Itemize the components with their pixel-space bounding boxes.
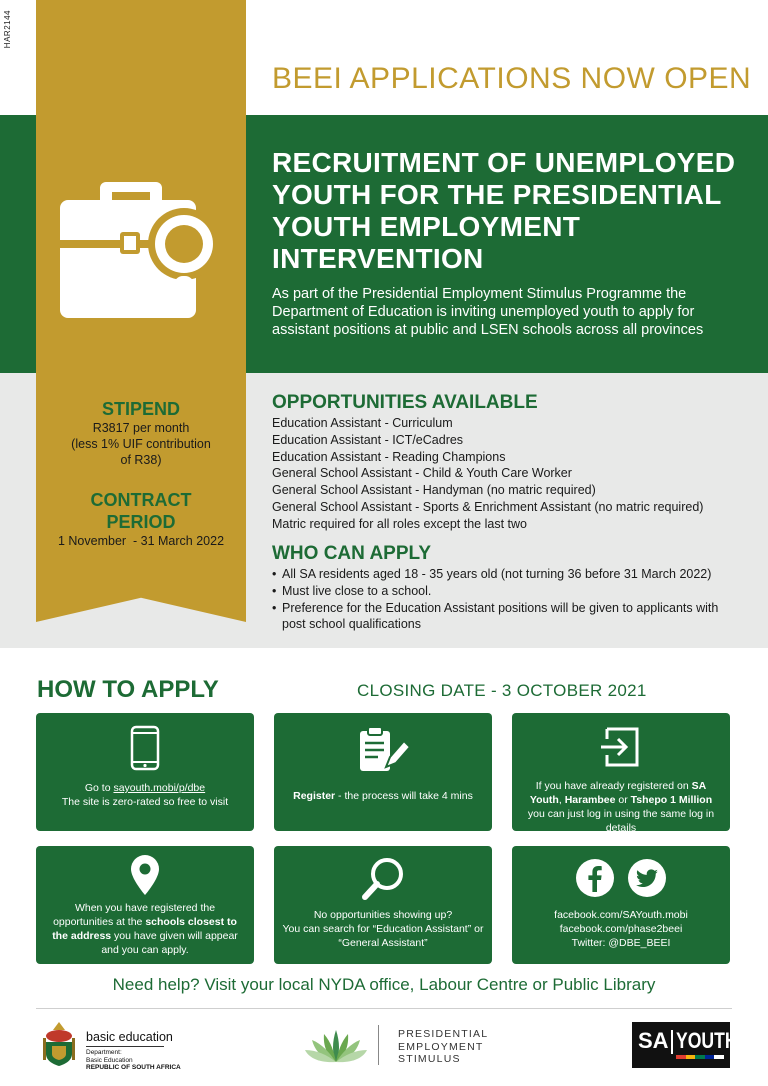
facebook-link[interactable]: facebook.com/SAYouth.mobi — [554, 909, 688, 921]
stipend-title: STIPEND — [101, 399, 180, 419]
twitter-icon[interactable] — [627, 858, 667, 898]
dbe-dept: Department: — [86, 1049, 122, 1056]
pes-line-1: PRESIDENTIAL — [398, 1028, 489, 1040]
intro-text: As part of the Presidential Employment Stimulus Programme the Department of Education is inviting unemployed youth to apply for assistant positions at public and LSEN schools across all provinces — [272, 286, 704, 338]
opportunity-item: General School Assistant - Handyman (no matric required) — [272, 483, 596, 498]
dbe-underline — [86, 1046, 164, 1047]
card-text: No opportunities showing up? — [313, 909, 453, 921]
pes-line-2: EMPLOYMENT — [398, 1040, 484, 1053]
card-text: you can just log in using the same log in details — [527, 808, 715, 834]
dbe-title: basic education — [86, 1030, 173, 1044]
who-can-apply-list — [272, 566, 742, 633]
card-text: When you have registered the opportunities at the — [53, 902, 216, 928]
card-text-bold: Harambee — [564, 794, 616, 806]
dbe-name: Basic Education — [86, 1056, 133, 1064]
card-text-bold: Tshepo 1 Million — [630, 794, 713, 806]
contract-title-1: CONTRACT — [90, 490, 192, 510]
eligibility-item: • All SA residents aged 18 - 35 years old (not turning 36 before 31 March 2022) — [272, 566, 742, 583]
card-text: You can search for “Education Assistant” or “General Assistant” — [282, 923, 484, 949]
card-text: Go to — [84, 782, 114, 794]
opportunities-list — [272, 415, 703, 533]
closing-date: CLOSING DATE - 3 OCTOBER 2021 — [357, 681, 647, 700]
card-text: The site is zero-rated so free to visit — [61, 796, 229, 808]
dbe-country-wrap — [86, 1064, 181, 1072]
card-text: If you have already registered on — [535, 780, 692, 792]
location-pin-icon — [130, 854, 160, 896]
stipend-note-2: of R38) — [120, 453, 162, 467]
phone-icon — [130, 725, 160, 771]
step-card-search — [274, 846, 492, 964]
protea-logo-icon — [305, 1024, 367, 1064]
eligibility-item: • Preference for the Education Assistant positions will be given to applicants with post school qualifications — [272, 600, 742, 634]
step-card-social — [512, 846, 730, 964]
contract-title-2: PERIOD — [106, 512, 176, 532]
opportunity-item: Education Assistant - Curriculum — [272, 416, 453, 430]
card-text: - the process will take 4 mins — [335, 790, 473, 802]
help-text: Need help? Visit your local NYDA office, Labour Centre or Public Library — [112, 975, 656, 994]
facebook-icon[interactable] — [575, 858, 615, 898]
pes-divider — [378, 1025, 379, 1065]
youth-text: YOUTH — [676, 1028, 738, 1053]
footer-divider — [36, 1008, 732, 1009]
facebook-link[interactable]: facebook.com/phase2beei — [559, 923, 683, 935]
poster-code: HAR2144 — [3, 10, 12, 49]
step-card-website — [36, 713, 254, 831]
step-card-register — [274, 713, 492, 831]
opportunity-item: Education Assistant - Reading Champions — [272, 449, 506, 464]
eligibility-item: • Must live close to a school. — [272, 583, 742, 600]
step-card-schools — [36, 846, 254, 964]
card-text-bold: Register — [293, 790, 336, 802]
sa-youth-logo — [632, 1022, 738, 1068]
page-title: BEEI APPLICATIONS NOW OPEN — [272, 62, 752, 95]
contract-title — [36, 489, 246, 533]
search-icon — [360, 856, 406, 902]
card-text: you have given will appear and you can apply. — [101, 930, 238, 956]
dbe-country: REPUBLIC OF SOUTH AFRICA — [86, 1064, 181, 1071]
login-icon — [599, 725, 643, 769]
opportunity-item: Education Assistant - ICT/eCadres — [272, 432, 464, 447]
coat-of-arms-icon — [40, 1020, 78, 1068]
website-link[interactable]: sayouth.mobi/p/dbe — [113, 782, 206, 794]
opportunities-title: OPPORTUNITIES AVAILABLE — [272, 392, 538, 413]
briefcase-search-icon — [56, 170, 226, 320]
sa-text: SA — [638, 1028, 669, 1053]
twitter-handle[interactable]: Twitter: @DBE_BEEI — [571, 937, 671, 949]
how-to-apply-title: HOW TO APPLY — [37, 676, 219, 703]
stipend-amount: R3817 per month — [92, 421, 190, 435]
card-text: or — [615, 794, 631, 806]
step-card-login — [512, 713, 730, 834]
card-text-bold: schools closest to the address — [52, 916, 237, 942]
card-text-bold: SA Youth — [529, 780, 707, 806]
who-can-apply-title: WHO CAN APPLY — [272, 543, 432, 564]
clipboard-pencil-icon — [356, 725, 410, 775]
sa-youth-separator — [671, 1030, 673, 1054]
opportunity-note: Matric required for all roles except the last two — [272, 516, 527, 531]
card-text: , — [558, 794, 565, 806]
pes-line-3: STIMULUS — [398, 1053, 461, 1065]
opportunity-item: General School Assistant - Child & Youth Care Worker — [272, 466, 572, 481]
pes-logo-text — [398, 1028, 488, 1066]
dbe-logo-text — [86, 1030, 181, 1072]
contract-dates: 1 November - 31 March 2022 — [57, 534, 225, 548]
stipend-details — [36, 420, 246, 468]
opportunity-item: General School Assistant - Sports & Enrichment Assistant (no matric required) — [272, 499, 704, 514]
flag-stripe — [676, 1055, 724, 1059]
stipend-note-1: (less 1% UIF contribution — [71, 437, 211, 451]
headline: RECRUITMENT OF UNEMPLOYED YOUTH FOR THE PRESIDENTIAL YOUTH EMPLOYMENT INTERVENTION — [272, 147, 736, 274]
